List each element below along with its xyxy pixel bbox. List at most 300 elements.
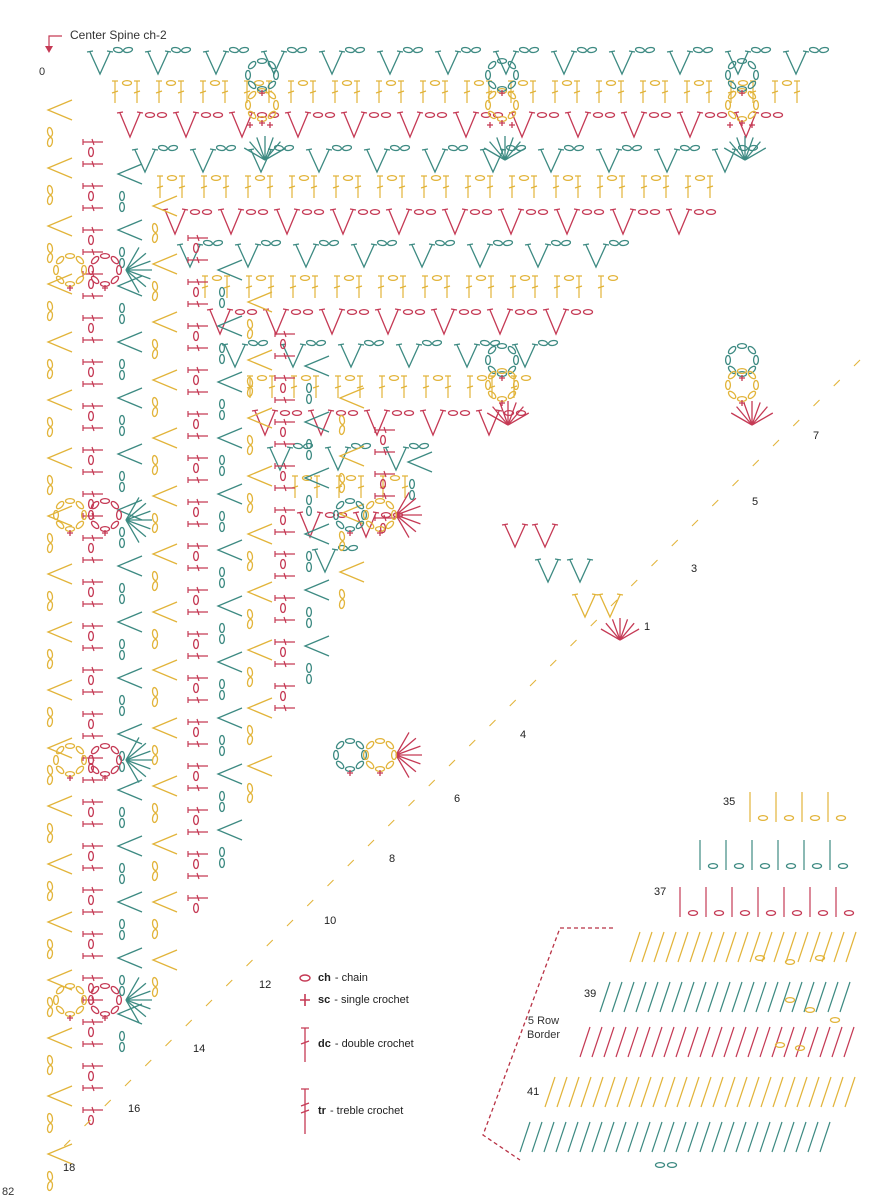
chain-mark: [371, 210, 380, 215]
dc-cluster-mark: [308, 410, 334, 435]
chain-mark: [152, 571, 158, 581]
chain-mark: [152, 291, 158, 301]
dc-cluster-mark: [48, 912, 72, 932]
dc-mark: [314, 476, 320, 498]
chain-mark: [607, 81, 616, 86]
border-dc-mark: [616, 1027, 626, 1057]
chain-mark: [152, 465, 158, 475]
dc-cluster-mark: [117, 112, 143, 137]
chain-mark: [152, 639, 158, 649]
chain-mark: [645, 47, 655, 53]
chain-mark: [522, 376, 531, 381]
chain-mark: [337, 411, 346, 416]
chain-mark: [622, 145, 632, 151]
dc-mark: [83, 249, 103, 255]
dc-mark: [188, 301, 208, 307]
border-dc-mark: [737, 1077, 747, 1107]
dc-mark: [156, 81, 162, 103]
dc-mark: [531, 176, 537, 198]
dc-mark: [794, 81, 800, 103]
dc-mark: [311, 176, 317, 198]
dc-cluster-mark: [218, 316, 242, 336]
fan-mark: [126, 520, 146, 537]
chain-mark: [521, 276, 530, 281]
dc-cluster-mark: [118, 220, 142, 240]
chain-mark: [47, 1055, 53, 1065]
dc-mark: [200, 81, 206, 103]
edge-mark: [429, 780, 435, 786]
row-label: 14: [193, 1043, 206, 1055]
dc-cluster-mark: [248, 466, 272, 486]
dc-cluster-mark: [118, 724, 142, 744]
chain-mark: [301, 276, 310, 281]
border-dc-mark: [642, 932, 652, 962]
chain-mark: [594, 113, 603, 118]
dc-cluster-mark: [305, 412, 329, 432]
page-number: 82: [2, 1186, 15, 1198]
fan-mark: [620, 623, 634, 640]
chain-mark: [577, 47, 587, 53]
dc-mark: [332, 81, 338, 103]
border-dc-mark: [665, 1077, 675, 1107]
chain-mark: [538, 113, 547, 118]
row-label: 1: [644, 621, 651, 633]
dc-cluster-mark: [248, 408, 272, 428]
chain-mark: [110, 985, 120, 995]
border-dc-mark: [840, 982, 850, 1012]
dc-mark: [188, 609, 208, 615]
chain-mark: [47, 1007, 53, 1017]
edge-mark: [145, 1060, 151, 1066]
chain-mark: [101, 984, 110, 989]
dc-mark: [83, 931, 103, 937]
chain-mark: [656, 1163, 665, 1168]
dc-cluster-mark: [596, 149, 622, 172]
chain-mark: [247, 110, 257, 120]
dc-cluster-mark: [408, 452, 432, 472]
chain-mark: [507, 370, 517, 380]
border-dc-mark: [640, 1122, 650, 1152]
chain-mark: [55, 500, 65, 510]
border-dc-mark: [762, 932, 772, 962]
chain-mark: [117, 996, 122, 1005]
fan-mark: [745, 142, 760, 160]
edge-mark: [672, 540, 678, 546]
edge-mark: [469, 740, 475, 746]
chain-mark: [741, 911, 750, 916]
dc-mark: [188, 873, 208, 879]
dc-mark: [83, 887, 103, 893]
dc-cluster-mark: [263, 309, 289, 334]
chain-mark: [54, 266, 59, 275]
chain-mark: [754, 381, 759, 390]
fan-mark: [126, 760, 146, 777]
dc-cluster-mark: [177, 244, 203, 267]
dc-mark: [83, 447, 103, 453]
dc-cluster-mark: [48, 564, 72, 584]
chain-mark: [365, 760, 375, 770]
chain-mark: [365, 740, 375, 750]
chain-mark: [47, 891, 53, 901]
chain-mark: [202, 113, 211, 118]
chain-mark: [426, 113, 435, 118]
dc-cluster-mark: [341, 112, 367, 137]
chain-mark: [390, 376, 399, 381]
dc-cluster-mark: [118, 388, 142, 408]
chain-mark: [486, 381, 491, 390]
chain-mark: [248, 310, 257, 315]
dc-mark: [596, 81, 602, 103]
dc-mark: [663, 176, 669, 198]
dc-mark: [619, 176, 625, 198]
chain-mark: [55, 520, 65, 530]
chain-mark: [689, 911, 698, 916]
chain-mark: [606, 113, 615, 118]
chain-mark: [583, 210, 592, 215]
chain-mark: [339, 425, 345, 435]
chain-mark: [343, 81, 352, 86]
dc-cluster-mark: [285, 112, 311, 137]
chain-mark: [220, 792, 225, 801]
chain-mark: [194, 244, 199, 253]
chain-mark: [247, 435, 253, 445]
chain-mark: [194, 376, 199, 385]
chain-mark: [120, 304, 125, 313]
chain-mark: [82, 266, 87, 275]
chain-mark: [476, 176, 485, 181]
dc-mark: [83, 799, 103, 805]
chain-mark: [55, 1005, 65, 1015]
dc-cluster-mark: [502, 524, 528, 547]
dc-cluster-mark: [248, 698, 272, 718]
chain-mark: [281, 384, 286, 393]
chain-mark: [152, 687, 158, 697]
border-label-line2: Border: [527, 1029, 561, 1041]
chain-mark: [89, 1028, 94, 1037]
chain-mark: [487, 60, 497, 70]
dc-mark: [355, 176, 361, 198]
border-dc-mark: [798, 932, 808, 962]
chain-mark: [477, 276, 486, 281]
chain-mark: [609, 276, 618, 281]
dc-cluster-mark: [218, 209, 244, 234]
legend-item-single-crochet: [298, 990, 409, 1010]
chain-mark: [300, 176, 309, 181]
chain-mark: [651, 81, 660, 86]
chain-mark: [551, 240, 561, 246]
chain-mark: [365, 500, 375, 510]
dc-cluster-mark: [218, 428, 242, 448]
chain-mark: [246, 101, 251, 110]
border-dc-mark: [761, 1077, 771, 1107]
chain-mark: [472, 310, 481, 315]
chain-mark: [55, 985, 65, 995]
dc-cluster-mark: [305, 356, 329, 376]
border-dc-mark: [557, 1077, 567, 1107]
dc-mark: [83, 711, 103, 717]
chain-mark: [762, 113, 771, 118]
chain-mark: [307, 552, 312, 561]
border-dc-mark: [676, 1027, 686, 1057]
chain-mark: [410, 491, 415, 500]
border-dc-mark: [744, 982, 754, 1012]
chain-mark: [47, 243, 53, 253]
chain-mark: [487, 110, 497, 120]
dc-cluster-mark: [610, 209, 636, 234]
dc-cluster-mark: [248, 350, 272, 370]
edge-mark: [510, 700, 516, 706]
dc-mark: [275, 705, 295, 711]
chain-mark: [152, 407, 158, 417]
dc-mark: [442, 81, 448, 103]
dc-mark: [188, 895, 208, 901]
border-dc-mark: [700, 1027, 710, 1057]
border-dc-mark: [629, 1077, 639, 1107]
dc-mark: [83, 381, 103, 387]
border-dc-mark: [545, 1077, 555, 1107]
chain-mark: [220, 523, 225, 532]
dc-cluster-mark: [543, 309, 569, 334]
edge-mark: [571, 640, 577, 646]
chain-mark: [307, 395, 312, 404]
chain-mark: [47, 997, 53, 1007]
chain-mark: [307, 563, 312, 572]
chain-mark: [339, 599, 345, 609]
dc-cluster-mark: [48, 158, 72, 178]
dc-cluster-mark: [118, 892, 142, 912]
chain-mark: [152, 629, 158, 639]
chain-mark: [739, 81, 748, 86]
row-label: 18: [63, 1162, 76, 1174]
border-dc-mark: [684, 982, 694, 1012]
dc-cluster-mark: [248, 524, 272, 544]
row-label: 8: [389, 853, 396, 865]
chain-mark: [307, 675, 312, 684]
dc-cluster-mark: [621, 112, 647, 137]
edge-mark: [591, 620, 597, 626]
chain-mark: [471, 47, 481, 53]
chain-mark: [385, 740, 395, 750]
dc-mark: [83, 579, 103, 585]
dc-cluster-mark: [162, 209, 188, 234]
border-dc-mark: [772, 1122, 782, 1152]
chain-mark: [519, 47, 529, 53]
dc-cluster-mark: [48, 680, 72, 700]
border-dc-mark: [672, 982, 682, 1012]
chain-mark: [220, 299, 225, 308]
chain-mark: [152, 929, 158, 939]
chain-mark: [355, 47, 365, 53]
chain-mark: [307, 451, 312, 460]
chain-mark: [281, 472, 286, 481]
chain-mark: [47, 1065, 53, 1075]
dc-cluster-mark: [118, 948, 142, 968]
chain-mark: [220, 411, 225, 420]
chain-mark: [335, 740, 345, 750]
chain-mark: [66, 499, 75, 504]
chain-mark: [307, 664, 312, 673]
chain-mark: [839, 864, 848, 869]
chain-mark: [550, 113, 559, 118]
legend-item-treble-crochet: [298, 1086, 403, 1136]
border-row-label: 37: [654, 886, 667, 898]
dc-cluster-mark: [218, 820, 242, 840]
dc-mark: [188, 345, 208, 351]
chain-mark: [89, 456, 94, 465]
dc-mark: [334, 276, 340, 298]
border-dc-mark: [808, 1122, 818, 1152]
border-dc-mark: [820, 1122, 830, 1152]
chain-mark: [635, 47, 645, 53]
dc-cluster-mark: [153, 660, 177, 680]
chain-mark: [89, 940, 94, 949]
chain-mark: [257, 276, 266, 281]
dc-mark: [188, 653, 208, 659]
dc-cluster-mark: [554, 209, 580, 234]
chain-mark: [120, 819, 125, 828]
dc-mark: [275, 661, 295, 667]
chain-mark: [747, 390, 757, 400]
chain-mark: [194, 684, 199, 693]
border-dc-mark: [689, 1077, 699, 1107]
chain-mark: [292, 310, 301, 315]
edge-mark: [449, 760, 455, 766]
dc-cluster-mark: [48, 1144, 72, 1164]
chain-mark: [632, 145, 642, 151]
row-label: 12: [259, 979, 272, 991]
edge-mark: [166, 1040, 172, 1046]
dc-mark: [554, 276, 560, 298]
chain-mark: [194, 596, 199, 605]
edge-mark: [409, 800, 415, 806]
chain-mark: [90, 520, 100, 530]
chain-mark: [349, 411, 358, 416]
dc-cluster-mark: [153, 486, 177, 506]
chain-mark: [89, 676, 94, 685]
dc-mark: [354, 81, 360, 103]
chain-mark: [427, 210, 436, 215]
chain-mark: [47, 1171, 53, 1181]
sc-mark: [509, 122, 515, 128]
chain-mark: [90, 500, 100, 510]
chain-mark: [168, 145, 178, 151]
chain-mark: [538, 340, 548, 346]
chain-mark: [152, 523, 158, 533]
edge-mark: [652, 560, 658, 566]
dc-cluster-mark: [364, 410, 390, 435]
chain-mark: [564, 145, 574, 151]
chain-mark: [220, 680, 225, 689]
chain-mark: [448, 145, 458, 151]
border-dc-mark: [756, 982, 766, 1012]
chain-mark: [152, 987, 158, 997]
dc-mark: [772, 81, 778, 103]
chain-mark: [561, 240, 571, 246]
dc-mark: [188, 323, 208, 329]
dc-cluster-mark: [218, 372, 242, 392]
dc-mark: [83, 623, 103, 629]
border-dc-mark: [713, 1077, 723, 1107]
chain-mark: [335, 500, 345, 510]
edge-mark: [388, 820, 394, 826]
border-dc-mark: [636, 982, 646, 1012]
chain-mark: [281, 692, 286, 701]
spine-arrow-icon: [45, 46, 53, 53]
dc-cluster-mark: [422, 149, 448, 172]
chain-mark: [307, 507, 312, 516]
chain-mark: [304, 310, 313, 315]
chain-mark: [90, 275, 100, 285]
dc-cluster-mark: [222, 344, 248, 367]
chain-mark: [247, 667, 253, 677]
chain-mark: [507, 390, 517, 400]
chain-mark: [89, 632, 94, 641]
chain-mark: [339, 531, 345, 541]
dc-mark: [83, 293, 103, 299]
edge-mark: [267, 940, 273, 946]
chain-mark: [342, 145, 352, 151]
border-dc-mark: [844, 1027, 854, 1057]
border-label-line1: 5 Row: [527, 1015, 560, 1027]
dc-mark: [488, 276, 494, 298]
chain-mark: [487, 345, 497, 355]
chain-mark: [216, 145, 226, 151]
dc-cluster-mark: [118, 444, 142, 464]
chain-mark: [120, 416, 125, 425]
chain-mark: [55, 275, 65, 285]
chain-mark: [220, 691, 225, 700]
dc-mark: [246, 276, 252, 298]
edge-mark: [733, 480, 739, 486]
chain-mark: [47, 1113, 53, 1123]
chain-mark: [335, 760, 345, 770]
chain-mark: [400, 145, 410, 151]
chain-mark: [528, 310, 537, 315]
chain-mark: [47, 1181, 53, 1191]
dc-cluster-mark: [48, 854, 72, 874]
chain-mark: [75, 1005, 85, 1015]
border-dc-mark: [732, 982, 742, 1012]
chain-mark: [203, 210, 212, 215]
chain-mark: [727, 390, 737, 400]
dc-mark: [275, 529, 295, 535]
dc-cluster-mark: [48, 796, 72, 816]
edge-mark: [125, 1080, 131, 1086]
dc-cluster-mark: [248, 582, 272, 602]
dc-mark: [245, 176, 251, 198]
chain-mark: [449, 411, 458, 416]
dc-mark: [83, 975, 103, 981]
chain-mark: [120, 371, 125, 380]
chain-mark: [390, 145, 400, 151]
border-dc-mark: [660, 982, 670, 1012]
chain-mark: [348, 545, 358, 551]
dc-mark: [83, 953, 103, 959]
chain-mark: [152, 223, 158, 233]
chain-mark: [548, 340, 558, 346]
dc-mark: [401, 376, 407, 398]
chain-mark: [120, 707, 125, 716]
chain-mark: [315, 210, 324, 215]
dc-mark: [83, 733, 103, 739]
chain-mark: [89, 896, 94, 905]
chain-mark: [445, 240, 455, 246]
chain-mark: [281, 411, 290, 416]
border-dc-mark: [688, 1122, 698, 1152]
chain-mark: [101, 499, 110, 504]
chain-mark: [110, 520, 120, 530]
border-dc-mark: [612, 982, 622, 1012]
